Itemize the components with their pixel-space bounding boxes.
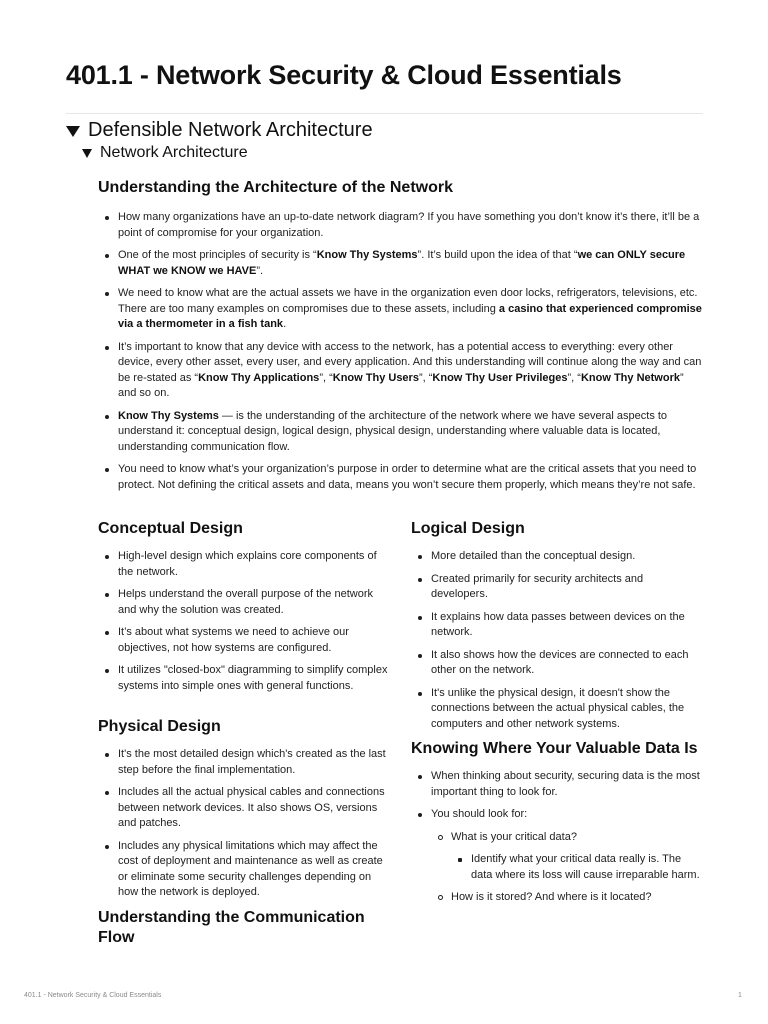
text: ”. It’s build upon the idea of that “ <box>417 249 578 261</box>
conceptual-heading: Conceptual Design <box>98 520 243 537</box>
bold-text: a casino that experienced compromise via a thermometer in a fish tank <box>118 302 702 330</box>
logical-section <box>411 519 703 739</box>
text: It’s important to know that any device with access to the network, has a potential access to everything: every other device, every other asset, every user, and every application. And this understanding will continue along the way and can be re-stated as “ <box>118 340 702 384</box>
toggle-network-architecture[interactable] <box>82 144 248 162</box>
text: ”, “ <box>319 371 333 384</box>
communication-section <box>98 908 388 948</box>
nested-list-item: Identify what your critical data really is. The data where its loss will cause irreparable harm. <box>451 852 703 883</box>
architecture-list <box>98 210 704 493</box>
list-item <box>98 462 704 493</box>
text: . <box>283 318 287 330</box>
bold-text: Know Thy Network <box>580 371 680 384</box>
toggle-heading-2-label: Network Architecture <box>100 144 248 161</box>
title-divider <box>66 113 703 114</box>
nested-list <box>431 830 703 906</box>
list-item: It also shows how the devices are connected to each other on the network. <box>411 648 703 679</box>
list-item: It's the most detailed design which's created as the last step before the final implementation. <box>98 747 388 778</box>
list-item-text: You should look for: <box>431 808 528 820</box>
list-item: Helps understand the overall purpose of the network and why the solution was created. <box>98 587 388 618</box>
list-item <box>98 409 704 456</box>
footer-page-number: 1 <box>738 992 742 999</box>
text: We need to know what are the actual assets we have in the organization even door locks, refrigerators, televisions, etc. There are too many examples on compromises due to these assets, including <box>118 287 698 315</box>
list-item: It’s about what systems we need to achieve our objectives, not how systems are configured. <box>98 625 388 656</box>
list-item: Created primarily for security architects and developers. <box>411 572 703 603</box>
list-item-text: What is your critical data? <box>451 830 577 843</box>
communication-heading: Understanding the Communication Flow <box>98 909 365 946</box>
logical-list <box>411 549 703 732</box>
toggle-defensible-network-architecture[interactable] <box>66 119 373 142</box>
list-item: Includes any physical limitations which may affect the cost of deployment and maintenance as well as create or eliminate some security challenges depending on how the network is deployed. <box>98 839 388 901</box>
text: ” and so on. <box>118 371 684 399</box>
valuable-data-section <box>411 739 703 913</box>
list-item <box>98 286 704 333</box>
bold-text: Know Thy User Privileges <box>432 371 568 384</box>
text: ”, “ <box>418 371 433 384</box>
nested-list-item: How is it stored? And where is it located? <box>431 890 703 906</box>
list-item: More detailed than the conceptual design. <box>411 549 703 565</box>
page-title: 401.1 - Network Security & Cloud Essentials <box>66 60 622 90</box>
logical-heading: Logical Design <box>411 520 525 537</box>
valuable-data-heading: Knowing Where Your Valuable Data Is <box>411 740 698 757</box>
bold-text: we can ONLY secure WHAT we KNOW we HAVE <box>118 249 686 277</box>
text: ”, “ <box>567 371 581 384</box>
list-item <box>98 340 704 402</box>
footer-doc-title: 401.1 - Network Security & Cloud Essentials <box>24 992 162 999</box>
text: One of the most principles of security is “ <box>118 249 317 261</box>
toggle-triangle-icon[interactable] <box>82 149 92 158</box>
list-item: High-level design which explains core components of the network. <box>98 549 388 580</box>
list-item: When thinking about security, securing data is the most important thing to look for. <box>411 769 703 800</box>
text: — is the understanding of the architecture of the network where we have several aspects to understand it: conceptual design, logical design, physical design, understanding where valuable data is located, understanding communication flow. <box>118 409 668 453</box>
list-item <box>98 210 704 241</box>
architecture-heading: Understanding the Architecture of the Network <box>98 179 453 196</box>
valuable-data-list <box>411 769 703 906</box>
conceptual-section <box>98 519 388 701</box>
architecture-section <box>98 178 704 500</box>
list-item: It's unlike the physical design, it doesn't show the connections between the actual physical cables, the computers and other network systems. <box>411 686 703 733</box>
nested-list-item <box>431 830 703 884</box>
conceptual-list <box>98 549 388 694</box>
nested-list <box>451 852 703 883</box>
toggle-triangle-icon[interactable] <box>66 126 80 137</box>
list-item: Includes all the actual physical cables and connections between network devices. It also shows OS, versions and patches. <box>98 785 388 832</box>
physical-section <box>98 717 388 908</box>
list-item-text: You need to know what’s your organization’s purpose in order to determine what are the critical assets that you need to protect. Not defining the critical assets and data, means you won’t secure them properly, which means they’re not safe. <box>118 463 697 491</box>
physical-heading: Physical Design <box>98 718 221 735</box>
bold-text: Know Thy Systems <box>118 409 219 422</box>
bold-text: Know Thy Systems <box>316 249 418 261</box>
bold-text: Know Thy Applications <box>198 371 320 384</box>
list-item: It utilizes "closed-box" diagramming to simplify complex systems into simple ones with general functions. <box>98 663 388 694</box>
toggle-heading-1-label: Defensible Network Architecture <box>88 119 373 141</box>
list-item <box>98 248 704 279</box>
list-item <box>411 807 703 906</box>
text: ”. <box>256 264 264 277</box>
list-item: It explains how data passes between devices on the network. <box>411 610 703 641</box>
bold-text: Know Thy Users <box>332 371 419 384</box>
physical-list <box>98 747 388 901</box>
list-item-text: How many organizations have an up-to-date network diagram? If you have something you don’t know it’s there, it’ll be a point of compromise for your organization. <box>118 211 700 239</box>
